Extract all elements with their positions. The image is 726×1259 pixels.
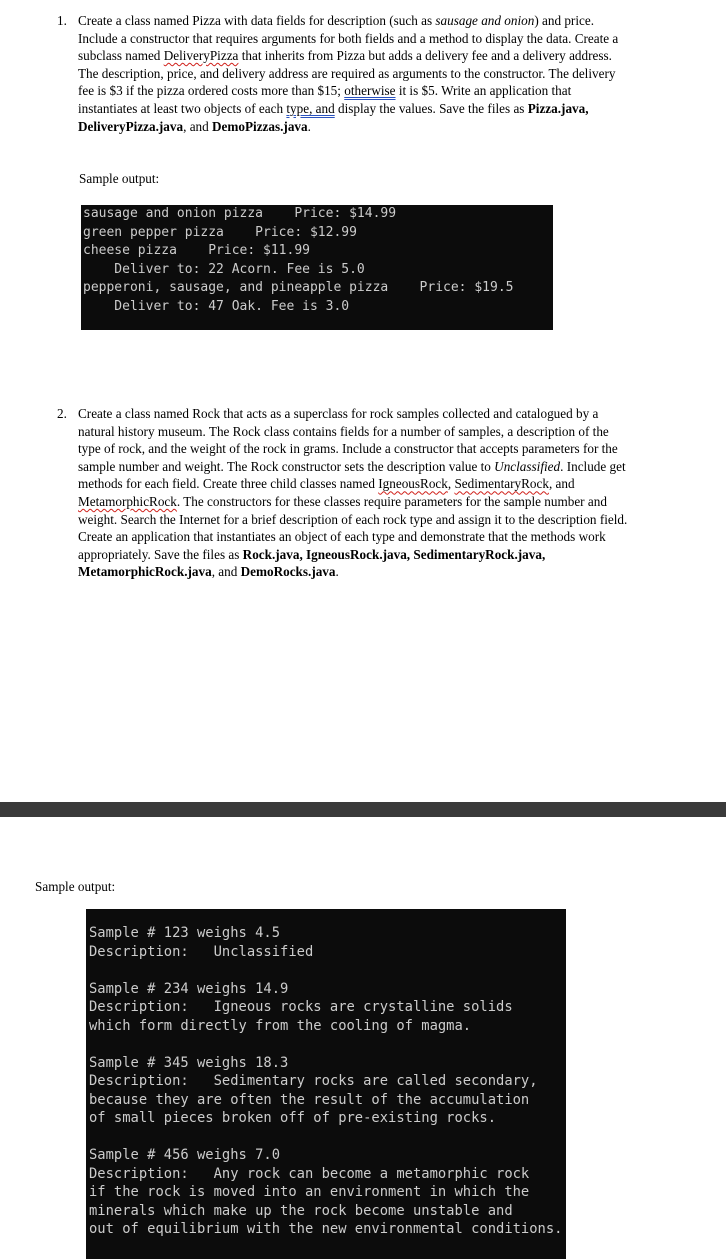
text-segment: sausage and onion [435,13,535,28]
text-segment: ) and price. [534,13,594,28]
text-segment: , and [183,118,213,134]
text-segment: MetamorphicRock [78,493,177,509]
console-line: out of equilibrium with the new environmental conditions. [89,1221,563,1237]
text-line [78,563,698,581]
console-line: if the rock is moved into an environment in which the [89,1184,530,1200]
text-segment: , and [211,564,241,580]
console-line: Description: Unclassified [89,943,314,960]
text-line [78,423,698,441]
text-segment: Create a class named Rock that acts as a superclass for rock samples collected and catalogued by a [78,406,599,421]
console-line: which form directly from the cooling of magma. [89,1017,472,1034]
text-segment: Include a constructor that requires arguments for both fields and a method to display the data. Create a [78,30,619,46]
text-segment: , [447,476,455,492]
console-output-1 [81,205,553,330]
text-segment: Rock.java, IgneousRock.java, SedimentaryRock.java, [242,546,546,562]
console-line: Sample # 345 weighs 18.3 [89,1054,289,1071]
console-line [89,961,566,980]
text-segment: DemoPizzas.java [212,118,308,134]
console-line: Sample # 456 weighs 7.0 [89,1147,281,1163]
text-line [78,528,698,546]
text-segment: Create an application that instantiates an object of each type and demonstrate that the methods work [78,529,606,545]
console-line: Description: Igneous rocks are crystalline solids [89,999,513,1015]
text-segment: The description, price, and delivery address are required as arguments to the constructor. The delivery [78,65,616,81]
text-segment: DemoRocks.java [240,564,336,580]
text-segment: IgneousRock [378,476,448,492]
text-line [78,47,698,65]
text-segment: it is $5. Write an application that [395,83,572,99]
console-line: cheese pizza Price: $11.99 [83,243,310,258]
console-line: of small pieces broken off of pre-existing rocks. [89,1110,497,1126]
text-line [78,475,698,493]
text-segment: . Include get [560,458,626,474]
text-line [78,546,698,564]
console-line: Sample # 234 weighs 14.9 [89,980,289,997]
text-segment: DeliveryPizza [163,48,239,64]
text-line [78,493,698,511]
text-line [78,511,698,529]
console-line: green pepper pizza Price: $12.99 [83,224,357,240]
text-line [78,440,698,458]
question-1-number: 1. [57,13,67,28]
console-line: pepperoni, sausage, and pineapple pizza Price: $19.5 [83,280,514,295]
text-segment: SedimentaryRock [454,476,549,492]
text-segment: . [307,118,311,134]
text-segment: Create a class named Pizza with data fields for description (such as [78,13,436,28]
text-line [78,30,698,48]
text-segment: subclass named [78,48,164,64]
sample-output-label-1: Sample output: [79,171,160,186]
text-segment: Pizza.java, [527,100,589,116]
console-line: minerals which make up the rock become unstable and [89,1202,513,1219]
text-segment: methods for each field. Create three child classes named [78,476,379,492]
console-line [89,1128,566,1147]
text-line [78,118,698,136]
text-segment: Unclassified [494,458,561,474]
question-2-text [78,405,698,581]
console-line: Description: Sedimentary rocks are called secondary, [89,1073,538,1089]
text-segment: MetamorphicRock.java [78,564,212,580]
console-line [89,1035,566,1054]
text-segment: fee is $3 if the pizza ordered costs more than $15; [78,83,345,99]
page-divider [0,802,726,817]
console-line: Deliver to: 47 Oak. Fee is 3.0 [83,298,350,314]
console-line: Description: Any rock can become a metamorphic rock [89,1165,530,1182]
text-segment: sample number and weight. The Rock constructor sets the description value to [78,458,495,474]
text-segment: . The constructors for these classes require parameters for the sample number and [176,493,607,509]
question-2-number: 2. [57,406,67,421]
text-line [78,12,698,30]
question-1-text [78,12,698,135]
text-segment: weight. Search the Internet for a brief description of each rock type and assign it to the description field. [78,511,628,527]
text-line [78,82,698,100]
text-segment: that inherits from Pizza but adds a delivery fee and a delivery address. [238,48,612,64]
text-line [78,458,698,476]
text-segment: , and [548,476,575,492]
sample-output-label-2: Sample output: [35,879,116,894]
console-line: sausage and onion pizza Price: $14.99 [83,206,397,221]
text-segment: DeliveryPizza.java [78,118,184,134]
text-line [78,65,698,83]
console-line: because they are often the result of the accumulation [89,1091,530,1108]
console-output-2 [86,909,566,1259]
text-segment: display the values. Save the files as [334,100,528,116]
text-line [78,405,698,423]
text-line [78,100,698,118]
text-segment: instantiates at least two objects of each [78,100,287,116]
text-segment: natural history museum. The Rock class contains fields for a number of samples, a description of the [78,423,609,439]
text-segment: type of rock, and the weight of the rock in grams. Include a constructor that accepts parameters for the [78,441,618,457]
console-line: Deliver to: 22 Acorn. Fee is 5.0 [83,261,365,277]
text-segment: type, and [286,100,335,116]
text-segment: appropriately. Save the files as [78,546,243,562]
text-segment: . [335,564,339,580]
console-line: Sample # 123 weighs 4.5 [89,925,281,941]
text-segment: otherwise [344,83,396,99]
